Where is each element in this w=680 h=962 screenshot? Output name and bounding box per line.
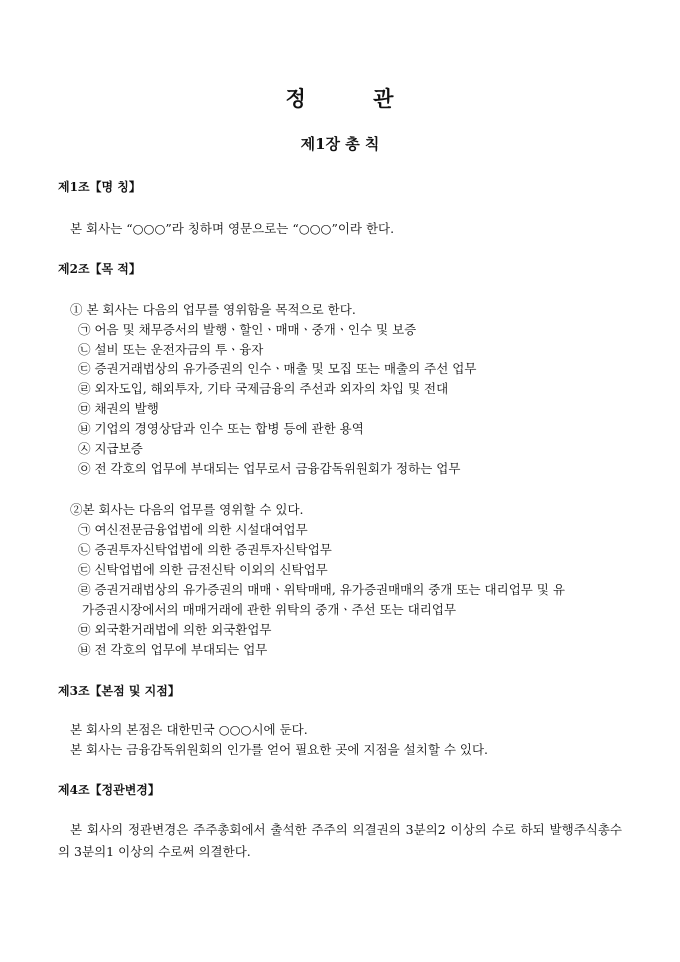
article-4-heading: 제4조【정관변경】 — [58, 783, 160, 797]
article-2-heading: 제2조【목 적】 — [58, 262, 141, 276]
document-title: 정 관 — [285, 86, 395, 111]
article-2-para-1-item: ㉣ 외자도입, 해외투자, 기타 국제금융의 주선과 외자의 차입 및 전대 — [78, 381, 449, 396]
article-3-text-line: 본 회사는 금융감독위원회의 인가를 얻어 필요한 곳에 지점을 설치할 수 있다. — [70, 742, 489, 757]
article-2-para-1-item: ㉡ 설비 또는 운전자금의 투ㆍ융자 — [78, 342, 264, 357]
article-2-para-1-item: ㉤ 채권의 발행 — [78, 401, 159, 416]
article-2-para-1-item: ㉥ 기업의 경영상담과 인수 또는 합병 등에 관한 용역 — [78, 421, 364, 436]
article-2-para-2-item: ㉡ 증권투자신탁업법에 의한 증권투자신탁업무 — [78, 542, 332, 557]
article-2-para-2-item-continuation: 가증권시장에서의 매매거래에 관한 위탁의 중개ㆍ주선 또는 대리업무 — [82, 602, 457, 617]
article-2-para-2-item: ㉥ 전 각호의 업무에 부대되는 업무 — [78, 642, 268, 657]
article-1-text: 본 회사는 “○○○”라 칭하며 영문으로는 “○○○”이라 한다. — [70, 221, 395, 236]
article-2-para-2-item: ㉢ 신탁업법에 의한 금전신탁 이외의 신탁업무 — [78, 562, 328, 577]
article-2-para-1-item: ㉧ 전 각호의 업무에 부대되는 업무로서 금융감독위원회가 정하는 업무 — [78, 461, 461, 476]
article-1-heading: 제1조【명 칭】 — [58, 180, 141, 194]
article-2-para-2-item: ㉠ 여신전문금융업법에 의한 시설대여업무 — [78, 522, 308, 537]
chapter-title: 제1장 총 칙 — [300, 135, 380, 153]
article-2-para-2-item: ㉣ 증권거래법상의 유가증권의 매매ㆍ위탁매매, 유가증권매매의 중개 또는 대리업무 및 유 — [78, 582, 565, 597]
article-4-text: 본 회사의 정관변경은 주주총회에서 출석한 주주의 의결권의 3분의2 이상의 수로 하되 발행주식총수의 3분의1 이상의 수로써 의결한다. — [58, 822, 622, 859]
article-2-para-2-item: ㉤ 외국환거래법에 의한 외국환업무 — [78, 622, 272, 637]
article-3-heading: 제3조【본점 및 지점】 — [58, 684, 180, 698]
article-2-para-1-lead: ① 본 회사는 다음의 업무를 영위함을 목적으로 한다. — [70, 302, 356, 317]
article-3-text-line: 본 회사의 본점은 대한민국 ○○○시에 둔다. — [70, 722, 308, 737]
article-2-para-1-item: ㉢ 증권거래법상의 유가증권의 인수ㆍ매출 및 모집 또는 매출의 주선 업무 — [78, 361, 477, 376]
article-2-para-1-item: ㉦ 지급보증 — [78, 441, 143, 456]
article-2-para-1-item: ㉠ 어음 및 채무증서의 발행ㆍ할인ㆍ매매ㆍ중개ㆍ인수 및 보증 — [78, 322, 417, 337]
article-2-para-2-lead: ②본 회사는 다음의 업무를 영위할 수 있다. — [70, 502, 304, 517]
